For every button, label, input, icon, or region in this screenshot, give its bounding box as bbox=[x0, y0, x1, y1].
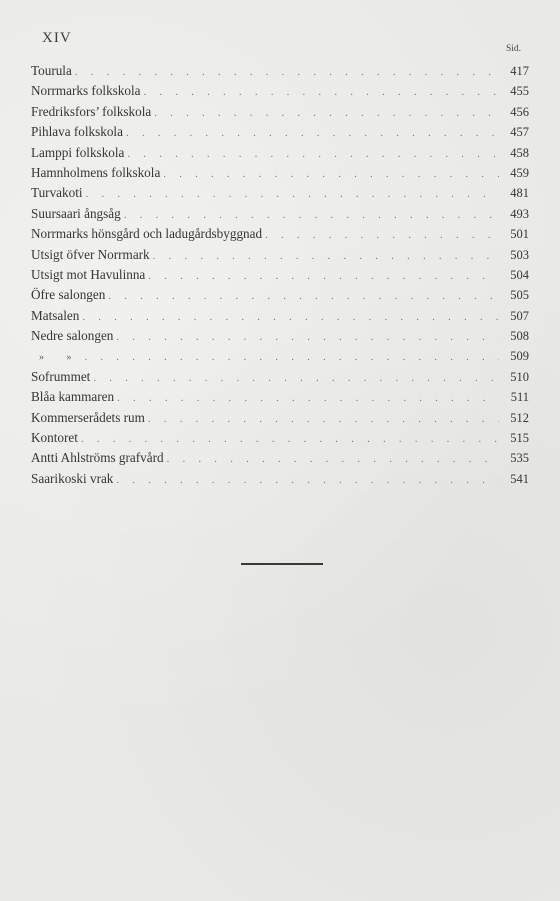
toc-entry bbox=[31, 183, 529, 203]
toc-entry-page: 458 bbox=[510, 145, 529, 160]
toc-entry-page: 501 bbox=[510, 227, 529, 242]
toc-entry-title: Lamppi folkskola bbox=[31, 144, 125, 160]
dot-leader bbox=[105, 286, 499, 306]
dot-leader bbox=[79, 307, 499, 327]
toc-entry-title: Öfre salongen bbox=[31, 287, 106, 303]
toc-entry bbox=[31, 285, 529, 305]
toc-entry-page: 508 bbox=[510, 329, 529, 344]
toc-entry-page: 512 bbox=[510, 410, 529, 425]
toc-entry bbox=[31, 387, 529, 407]
toc-entry bbox=[31, 245, 529, 265]
toc-entry bbox=[31, 306, 529, 326]
toc-entry bbox=[31, 469, 529, 489]
toc-entry-title: Saarikoski vrak bbox=[31, 470, 114, 486]
toc-entry-page: 541 bbox=[510, 471, 529, 486]
toc-entry-page: 457 bbox=[510, 125, 529, 140]
toc-entry-page: 515 bbox=[510, 431, 529, 446]
dot-leader bbox=[90, 368, 499, 388]
table-of-contents bbox=[31, 61, 529, 489]
toc-entry-page: 459 bbox=[510, 165, 529, 180]
dot-leader bbox=[145, 266, 499, 286]
toc-entry bbox=[31, 367, 529, 387]
toc-entry bbox=[31, 143, 529, 163]
toc-entry-title: Nedre salongen bbox=[31, 328, 114, 344]
dot-leader bbox=[72, 62, 499, 82]
toc-entry-page: 507 bbox=[510, 308, 529, 323]
toc-entry-page: 510 bbox=[510, 369, 529, 384]
dot-leader bbox=[121, 205, 499, 225]
toc-entry-page: 535 bbox=[510, 451, 529, 466]
toc-entry-page: 456 bbox=[510, 104, 529, 119]
dot-leader bbox=[123, 123, 499, 143]
dot-leader bbox=[145, 409, 499, 429]
dot-leader bbox=[164, 449, 499, 469]
toc-entry-title: Norrmarks hönsgård och ladugårdsbyggnad bbox=[31, 226, 263, 242]
dot-leader bbox=[160, 164, 499, 184]
toc-entry-page: 509 bbox=[510, 349, 529, 364]
toc-entry-title: Utsigt mot Havulinna bbox=[31, 266, 146, 282]
dot-leader bbox=[150, 246, 499, 266]
toc-entry bbox=[31, 346, 529, 366]
page-column-header: Sid. bbox=[506, 44, 522, 54]
toc-entry-title: Matsalen bbox=[31, 307, 80, 323]
toc-entry-title: Blåa kammaren bbox=[31, 389, 115, 405]
toc-entry bbox=[31, 326, 529, 346]
toc-entry-title: Turvakoti bbox=[31, 185, 83, 201]
toc-entry-title: Antti Ahlströms grafvård bbox=[31, 450, 164, 466]
dot-leader bbox=[124, 144, 499, 164]
toc-entry-title: Norrmarks folkskola bbox=[31, 83, 141, 99]
dot-leader bbox=[82, 347, 500, 367]
dot-leader bbox=[141, 82, 499, 102]
toc-entry bbox=[31, 408, 529, 428]
toc-entry-page: 493 bbox=[510, 206, 529, 221]
toc-entry-title: Pihlava folkskola bbox=[31, 124, 123, 140]
dot-leader bbox=[262, 225, 499, 245]
dot-leader bbox=[114, 388, 499, 408]
toc-entry bbox=[31, 163, 529, 183]
toc-entry bbox=[31, 102, 529, 122]
toc-entry-page: 481 bbox=[510, 186, 529, 201]
toc-entry-title: Hamnholmens folkskola bbox=[31, 164, 161, 180]
dot-leader bbox=[151, 103, 499, 123]
toc-entry-page: 505 bbox=[510, 288, 529, 303]
toc-entry bbox=[31, 428, 529, 448]
toc-entry bbox=[31, 224, 529, 244]
dot-leader bbox=[83, 184, 499, 204]
toc-entry-title: Fredriksfors’ folkskola bbox=[31, 103, 152, 119]
toc-entry bbox=[31, 448, 529, 468]
toc-entry-title: Kontoret bbox=[31, 430, 78, 446]
toc-entry-title: Sofrummet bbox=[31, 368, 91, 384]
dot-leader bbox=[113, 327, 499, 347]
toc-entry-page: 504 bbox=[510, 267, 529, 282]
toc-entry-title: Kommerserådets rum bbox=[31, 409, 145, 425]
toc-entry-page: 417 bbox=[510, 64, 529, 78]
toc-entry bbox=[31, 81, 529, 101]
page-number: XIV bbox=[42, 30, 72, 46]
toc-entry-page: 511 bbox=[510, 390, 529, 405]
toc-entry-title: Suursaari ångsåg bbox=[31, 205, 121, 221]
toc-entry bbox=[31, 204, 529, 224]
dot-leader bbox=[78, 429, 499, 449]
toc-entry-title: Tourula bbox=[31, 63, 72, 78]
end-rule-divider bbox=[241, 563, 323, 565]
toc-entry bbox=[31, 61, 529, 81]
dot-leader bbox=[113, 470, 499, 490]
toc-entry bbox=[31, 265, 529, 285]
toc-entry-title: » » bbox=[39, 352, 82, 364]
toc-entry-title: Utsigt öfver Norrmark bbox=[31, 246, 150, 262]
toc-entry-page: 503 bbox=[510, 247, 529, 262]
toc-entry-page: 455 bbox=[510, 84, 529, 99]
toc-entry bbox=[31, 122, 529, 142]
